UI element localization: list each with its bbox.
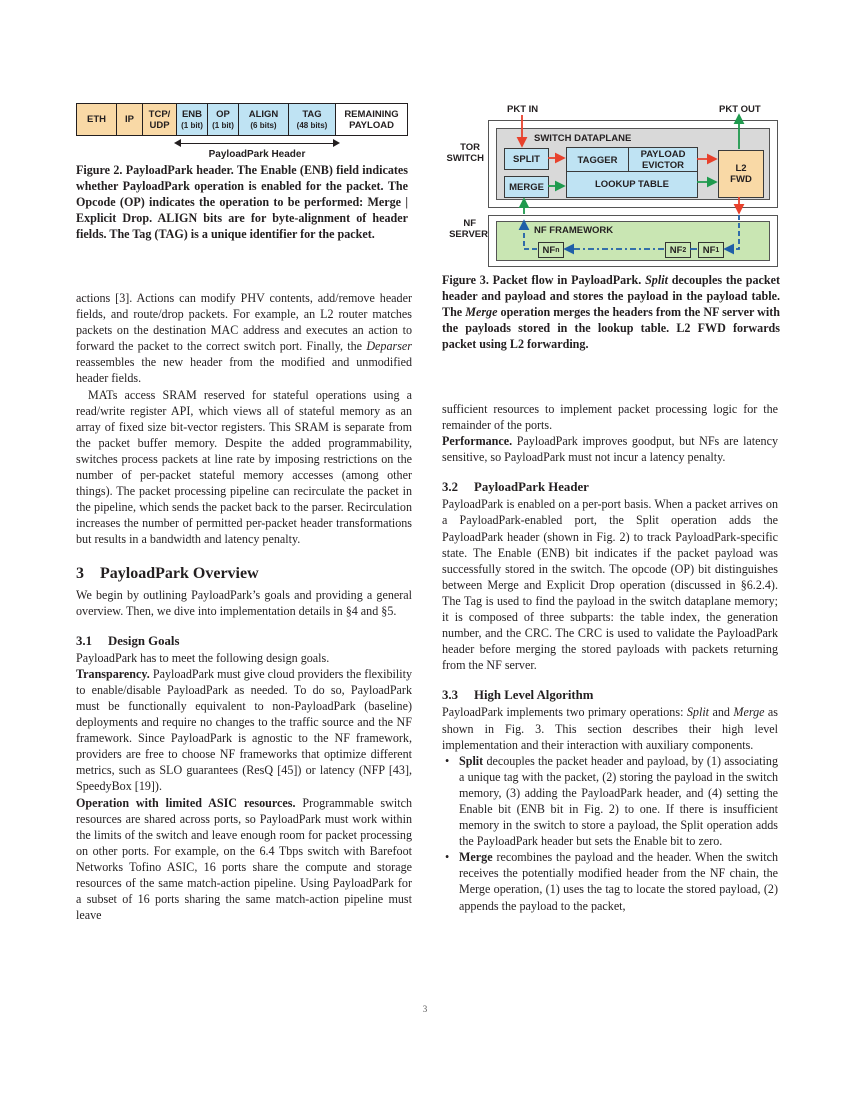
paragraph: [76, 666, 412, 795]
section-title: PayloadPark Overview: [100, 564, 259, 582]
section-number: 3: [76, 564, 84, 582]
field-align: [239, 104, 289, 135]
nf-subscript: 1: [715, 246, 720, 254]
bullet-icon: •: [445, 850, 450, 865]
emphasis: Merge: [733, 705, 765, 720]
field-tcp-udp: [143, 104, 177, 135]
subsection-3-1-heading: [76, 632, 412, 650]
section-title: Design Goals: [108, 633, 180, 648]
list-item-label: Merge: [459, 850, 493, 865]
figure-3: [442, 100, 782, 260]
figure-2-caption: Figure 2. PayloadPark header. The Enable (ENB) field indicates whether PayloadPark operation is enabled for the packet. The Opcode (OP) indicates the operation to be performed: Merge | Explicit Drop. ALIGN bits are for byte-alignment of header fields. The Tag (TAG) is a unique identifier for the packet.: [76, 163, 408, 242]
nf-subscript: 2: [682, 246, 687, 254]
split-block: SPLIT: [504, 148, 549, 170]
field-label: TAG: [302, 108, 322, 120]
paragraph: We begin by outlining PayloadPark’s goals and providing a general overview. Then, we dive into implementation details in §4 and §5.: [76, 587, 412, 618]
figure-2: [76, 103, 408, 242]
text: PayloadPark must give cloud providers the flexibility to enable/disable PayloadPark as needed. To do so, PayloadPark must be functionally equivalent to non-PayloadPark (baseline) deployments and require no changes to the traffic source and the NF framework. Since PayloadPark is agnostic to the NF framework, providers are free to choose NF frameworks that optimize different metrics, such as SLO guarantees (ResQ [45]) or latency (NFP [43], SpeedyBox [19]).: [76, 666, 412, 794]
page-number: 3: [422, 1004, 428, 1014]
section-number: 3.3: [442, 688, 458, 703]
label-line: TOR: [460, 142, 480, 153]
paragraph: MATs access SRAM reserved for stateful operations using a read/write register API, which views all of stateful memory as an array of fixed size bit-vector registers. This SRAM is separate from the packet buffer memory. Despite the added programmability, switches process packets at line rate by imposing restrictions on the number of per-packet stateful memory accesses (among other things). The packet processing pipeline can recirculate the packet in the pipeline, which sends the packet back to the parser. Recirculation increases the number of permitted per-packet header transformations but results in a bandwidth and latency penalty.: [76, 387, 412, 547]
text: Programmable switch resources are shared across ports, so PayloadPark must work within the limits of the switch and leave enough room for packet processing on other ports. For example, on the 6.4 Tbps switch with Barefoot Networks Tofino ASIC, 16 ports share the compute and storage resources of the same match-action pipeline. Using PayloadPark for a subset of 16 ports sharing the same match-action pipeline must leave: [76, 795, 412, 923]
field-size: (1 bit): [181, 120, 203, 130]
label-line: SERVER: [449, 229, 488, 240]
left-column: [76, 290, 412, 923]
field-size: (6 bits): [250, 120, 277, 130]
header-span-label: PayloadPark Header: [208, 149, 306, 160]
subsection-3-3-heading: [442, 686, 778, 704]
section-title: High Level Algorithm: [474, 688, 594, 703]
paragraph: [442, 433, 778, 465]
emphasis: Deparser: [366, 339, 412, 354]
field-tag: [289, 104, 336, 135]
list-item: [442, 849, 778, 913]
nf-label: NF: [702, 244, 716, 256]
field-size: (1 bit): [212, 120, 234, 130]
text: actions [3]. Actions can modify PHV contents, add/remove header fields, and route/drop packets. For example, an L2 router matches packets on the destination MAC address and executes an action to forward the packet to the correct switch port. Finally, the: [76, 291, 412, 354]
run-in-heading: Operation with limited ASIC resources.: [76, 795, 296, 810]
label-line: FWD: [730, 174, 752, 185]
run-in-heading: Performance.: [442, 434, 513, 449]
caption-text: Figure 3. Packet flow in PayloadPark.: [442, 273, 646, 287]
field-remaining-payload: [336, 104, 407, 135]
label-line: EVICTOR: [641, 160, 685, 171]
text: as shown in Fig. 3. This section describes their high level implementation and their interaction with auxiliary components.: [442, 705, 778, 752]
bullet-icon: •: [445, 753, 450, 768]
paragraph: PayloadPark is enabled on a per-port basis. When a packet arrives on a PayloadPark-enabled port, the Split operation adds the PayloadPark header (shown in Fig. 2) to track PayloadPark-specific state. The Enable (ENB) bit indicates if the packet payload was successfully stored in the switch. The opcode (OP) bit distinguishes between Merge and Explicit Drop operation (discussed in §6.2.4). The Tag is used to find the payload in the switch dataplane memory; it is composed of three subparts: the table index, the generation number, and the CRC. The CRC is used to validate the PayloadPark header before merging the stored payloads with packets returning from the NF server.: [442, 497, 778, 673]
field-label: ETH: [87, 114, 106, 125]
caption-emphasis: Merge: [465, 305, 498, 320]
list-item-label: Split: [459, 753, 484, 768]
text: PayloadPark implements two primary operations:: [442, 705, 687, 720]
label-line: SWITCH: [446, 153, 484, 164]
label-line: NF: [463, 218, 476, 229]
list-item: [442, 753, 778, 850]
field-label: IP: [125, 114, 134, 125]
field-op: [208, 104, 239, 135]
flow-arrows-icon: [442, 100, 782, 270]
paragraph: sufficient resources to implement packet processing logic for the remainder of the ports.: [442, 402, 778, 433]
right-column: [442, 401, 778, 914]
merge-block: MERGE: [504, 176, 549, 198]
section-number: 3.2: [442, 480, 458, 495]
text: and: [709, 705, 734, 720]
field-label: TCP/: [148, 108, 171, 120]
nf-label: NF: [542, 244, 556, 256]
field-label: OP: [216, 108, 230, 120]
paragraph: [442, 704, 778, 752]
text: PayloadPark improves goodput, but NFs are latency sensitive, so PayloadPark must not incur a latency penalty.: [442, 434, 778, 465]
run-in-heading: Transparency.: [76, 666, 150, 681]
section-title: PayloadPark Header: [474, 480, 589, 495]
field-label: PAYLOAD: [349, 119, 394, 131]
nf-framework-label: NF FRAMEWORK: [534, 225, 614, 236]
list-item-text: decouples the packet header and payload, by (1) associating a unique tag with the packet, (2) storing the payload in the switch memory, (3) adding the PayloadPark header, and (4) setting the Enable bit (ENB bit in Fig. 2) to one. If there is insufficient memory in the switch to store a payload, the Split operation adds the PayloadPark header but sets the Enable bit to zero.: [459, 753, 778, 849]
field-eth: [77, 104, 117, 135]
field-size: (48 bits): [296, 120, 328, 130]
pkt-in-label: PKT IN: [507, 104, 539, 115]
paragraph: [76, 795, 412, 924]
field-label: ENB: [181, 108, 203, 120]
emphasis: Split: [686, 705, 710, 720]
field-ip: [117, 104, 143, 135]
caption-text: operation merges the headers from the NF server with the payloads stored in the lookup table. L2 FWD forwards packet using L2 forwarding.: [442, 305, 780, 352]
caption-emphasis: Split: [645, 273, 668, 287]
double-arrow-icon: [174, 138, 340, 152]
packet-header-diagram: [76, 103, 408, 136]
switch-dataplane-label: SWITCH DATAPLANE: [534, 133, 632, 144]
field-label: UDP: [149, 119, 170, 131]
label-line: L2: [735, 163, 747, 174]
subsection-3-2-heading: [442, 478, 778, 496]
field-label: REMAINING: [344, 108, 399, 120]
list-item-text: recombines the payload and the header. When the switch receives the potentially modified header from the NF chain, the Merge operation, (1) uses the tag to locate the stored payload, (2) appends the payload to the packet,: [459, 850, 778, 913]
section-number: 3.1: [76, 633, 92, 648]
label-line: PAYLOAD: [640, 149, 686, 160]
field-enb: [177, 104, 208, 135]
nf-label: NF: [669, 244, 683, 256]
paragraph: [76, 290, 412, 387]
figure-3-caption: [442, 272, 780, 352]
caption-text: decouples the packet header and payload and stores the payload in the payload table. The: [442, 273, 780, 320]
text: reassembles the new header from the modified and unmodified header fields.: [76, 355, 412, 386]
paragraph: PayloadPark has to meet the following design goals.: [76, 650, 330, 665]
tagger-block: TAGGER: [566, 147, 629, 173]
pkt-out-label: PKT OUT: [719, 104, 761, 115]
section-3-heading: [76, 564, 412, 584]
lookup-table-block: LOOKUP TABLE: [566, 171, 698, 198]
nf-subscript: n: [555, 246, 560, 254]
field-label: ALIGN: [248, 108, 279, 120]
